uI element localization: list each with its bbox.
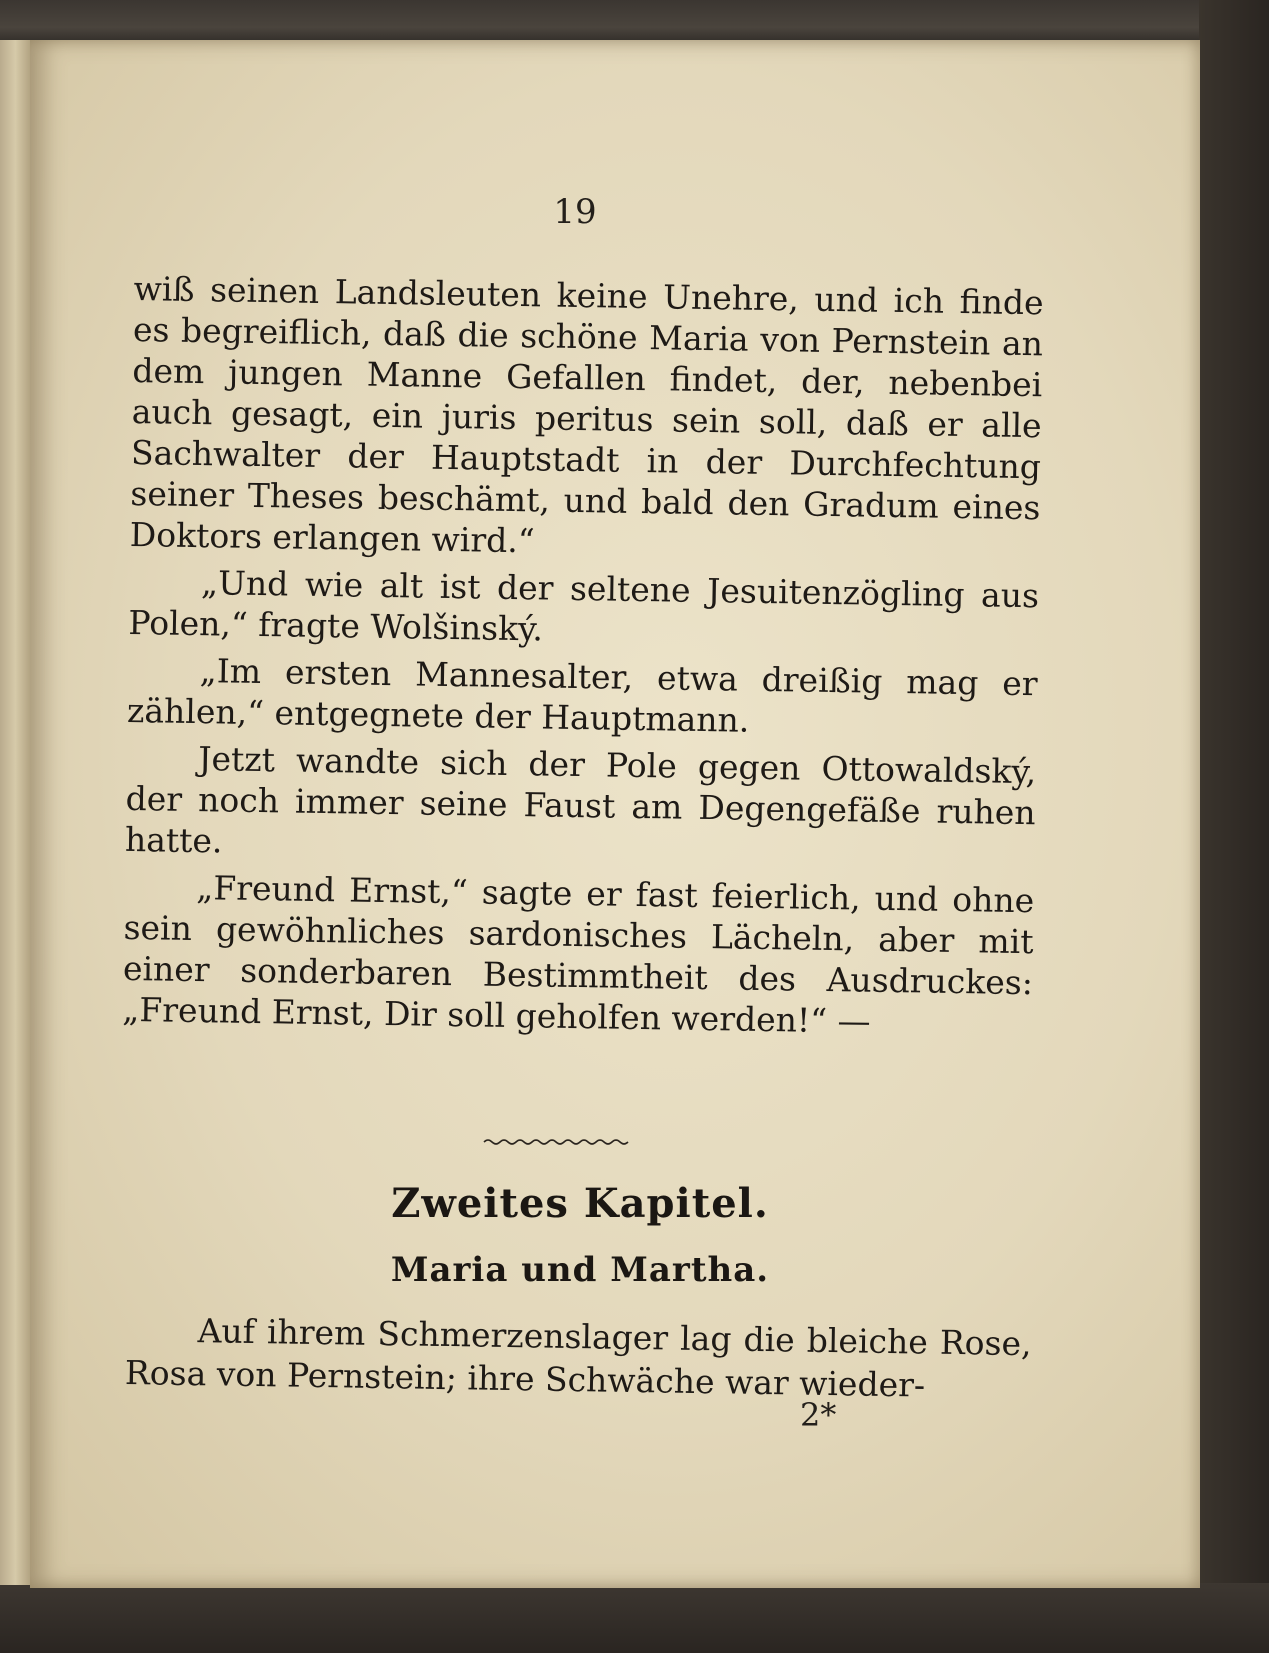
chapter-subtitle: Maria und Martha.	[390, 1250, 770, 1290]
previous-pages-edge	[0, 40, 34, 1585]
section-divider-ornament	[482, 1136, 632, 1148]
paragraph: „Und wie alt ist der seltene Jesuitenzögling aus Polen,“ fragte Wolšinský.	[128, 563, 1040, 649]
body-text	[122, 268, 1044, 1044]
book-cover-bottom-edge	[0, 1583, 1269, 1653]
book-cover-right-edge	[1199, 0, 1269, 1653]
paragraph: „Im ersten Mannesalter, etwa dreißig mag er zählen,“ entgegnete der Hauptmann.	[126, 651, 1038, 740]
page-number: 19	[553, 192, 597, 232]
paragraph: „Freund Ernst,“ sagte er fast feierlich, und ohne sein gewöhnliches sardonisches Lächeln, aber mit einer sonderbaren Bestimmtheit des Ausdruckes: „Freund Ernst, Dir soll geholfen werden!“ —	[122, 868, 1035, 1041]
chapter-opening-paragraph: Auf ihrem Schmerzenslager lag die bleiche Rose, Rosa von Pernstein; ihre Schwäche war wieder-	[124, 1311, 1032, 1405]
paragraph: Jetzt wandte sich der Pole gegen Ottowaldský, der noch immer seine Faust am Degengefäße ruhen hatte.	[124, 739, 1037, 861]
printer-signature-mark: 2*	[800, 1396, 837, 1434]
paragraph-continuation: wiß seinen Landsleuten keine Unehre, und ich finde es begreiflich, daß die schöne Maria von Pernstein an dem jungen Manne Gefallen findet, der, nebenbei auch gesagt, ein juris peritus sein soll, daß er alle Sachwalter der Hauptstadt in der Durchfechtung seiner Theses beschämt, und bald den Gradum eines Doktors erlangen wird.“	[129, 268, 1044, 561]
book-page	[30, 40, 1200, 1588]
chapter-title: Zweites Kapitel.	[391, 1180, 769, 1227]
